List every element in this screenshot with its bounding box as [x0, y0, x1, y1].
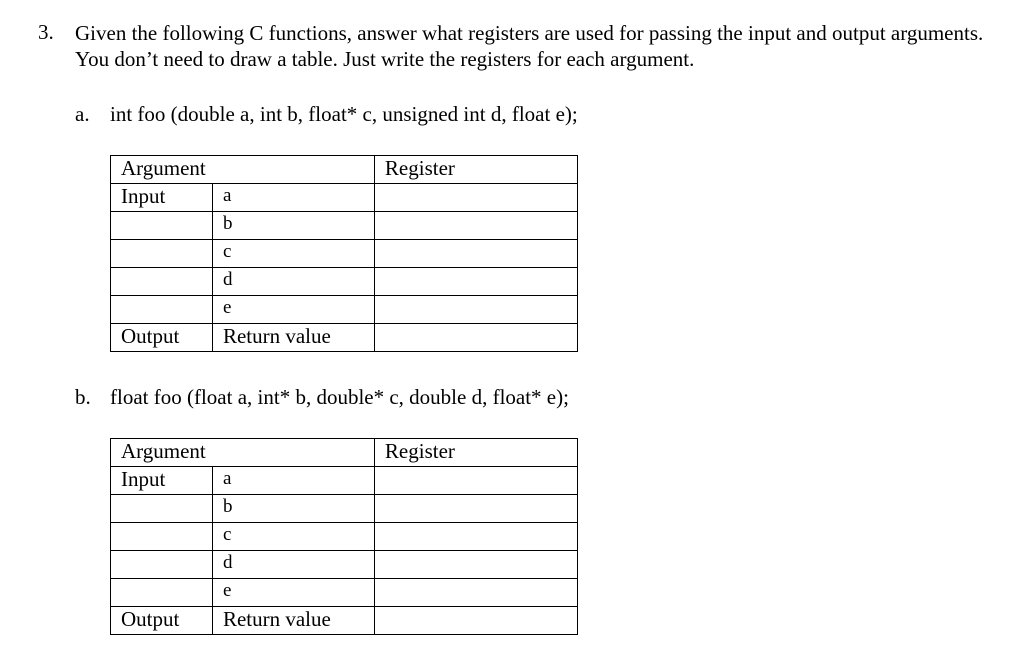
header-argument: Argument — [111, 156, 375, 184]
register-cell[interactable] — [374, 324, 577, 352]
argument-name: d — [212, 551, 374, 579]
input-spacer — [111, 551, 213, 579]
header-register: Register — [374, 439, 577, 467]
register-cell[interactable] — [374, 495, 577, 523]
input-spacer — [111, 240, 213, 268]
table-row — [111, 268, 578, 296]
argument-name: d — [212, 268, 374, 296]
argument-name: c — [212, 523, 374, 551]
argument-name: e — [212, 296, 374, 324]
table-row — [111, 551, 578, 579]
part-a-signature: int foo (double a, int b, float* c, unsigned int d, float e); — [110, 102, 578, 126]
question-text: Given the following C functions, answer what registers are used for passing the input and output arguments. You don’t need to draw a table. Just write the registers for each argument. — [75, 21, 984, 71]
table-header-row — [111, 439, 578, 467]
input-spacer — [111, 523, 213, 551]
register-cell[interactable] — [374, 268, 577, 296]
header-argument: Argument — [111, 439, 375, 467]
table-row — [111, 184, 578, 212]
input-spacer — [111, 212, 213, 240]
table-row — [111, 579, 578, 607]
part-b-register-table — [110, 438, 578, 635]
argument-name: e — [212, 579, 374, 607]
output-value: Return value — [212, 324, 374, 352]
register-cell[interactable] — [374, 607, 577, 635]
table-row — [111, 607, 578, 635]
register-cell[interactable] — [374, 212, 577, 240]
input-label: Input — [111, 184, 213, 212]
register-cell[interactable] — [374, 579, 577, 607]
argument-name: b — [212, 495, 374, 523]
argument-name: a — [212, 184, 374, 212]
argument-name: c — [212, 240, 374, 268]
header-register: Register — [374, 156, 577, 184]
argument-name: b — [212, 212, 374, 240]
input-spacer — [111, 268, 213, 296]
input-spacer — [111, 495, 213, 523]
part-b-signature: float foo (float a, int* b, double* c, double d, float* e); — [110, 385, 569, 409]
register-cell[interactable] — [374, 467, 577, 495]
output-label: Output — [111, 607, 213, 635]
table-row — [111, 324, 578, 352]
part-b-label: b. — [75, 385, 91, 409]
table-header-row — [111, 156, 578, 184]
register-cell[interactable] — [374, 240, 577, 268]
output-value: Return value — [212, 607, 374, 635]
register-cell[interactable] — [374, 551, 577, 579]
register-cell[interactable] — [374, 523, 577, 551]
table-row — [111, 212, 578, 240]
table-row — [111, 240, 578, 268]
part-a-label: a. — [75, 102, 90, 126]
part-a-register-table — [110, 155, 578, 352]
table-row — [111, 296, 578, 324]
table-row — [111, 467, 578, 495]
input-label: Input — [111, 467, 213, 495]
output-label: Output — [111, 324, 213, 352]
register-cell[interactable] — [374, 296, 577, 324]
question-number: 3. — [38, 20, 54, 44]
argument-name: a — [212, 467, 374, 495]
table-row — [111, 523, 578, 551]
table-row — [111, 495, 578, 523]
register-cell[interactable] — [374, 184, 577, 212]
input-spacer — [111, 579, 213, 607]
input-spacer — [111, 296, 213, 324]
